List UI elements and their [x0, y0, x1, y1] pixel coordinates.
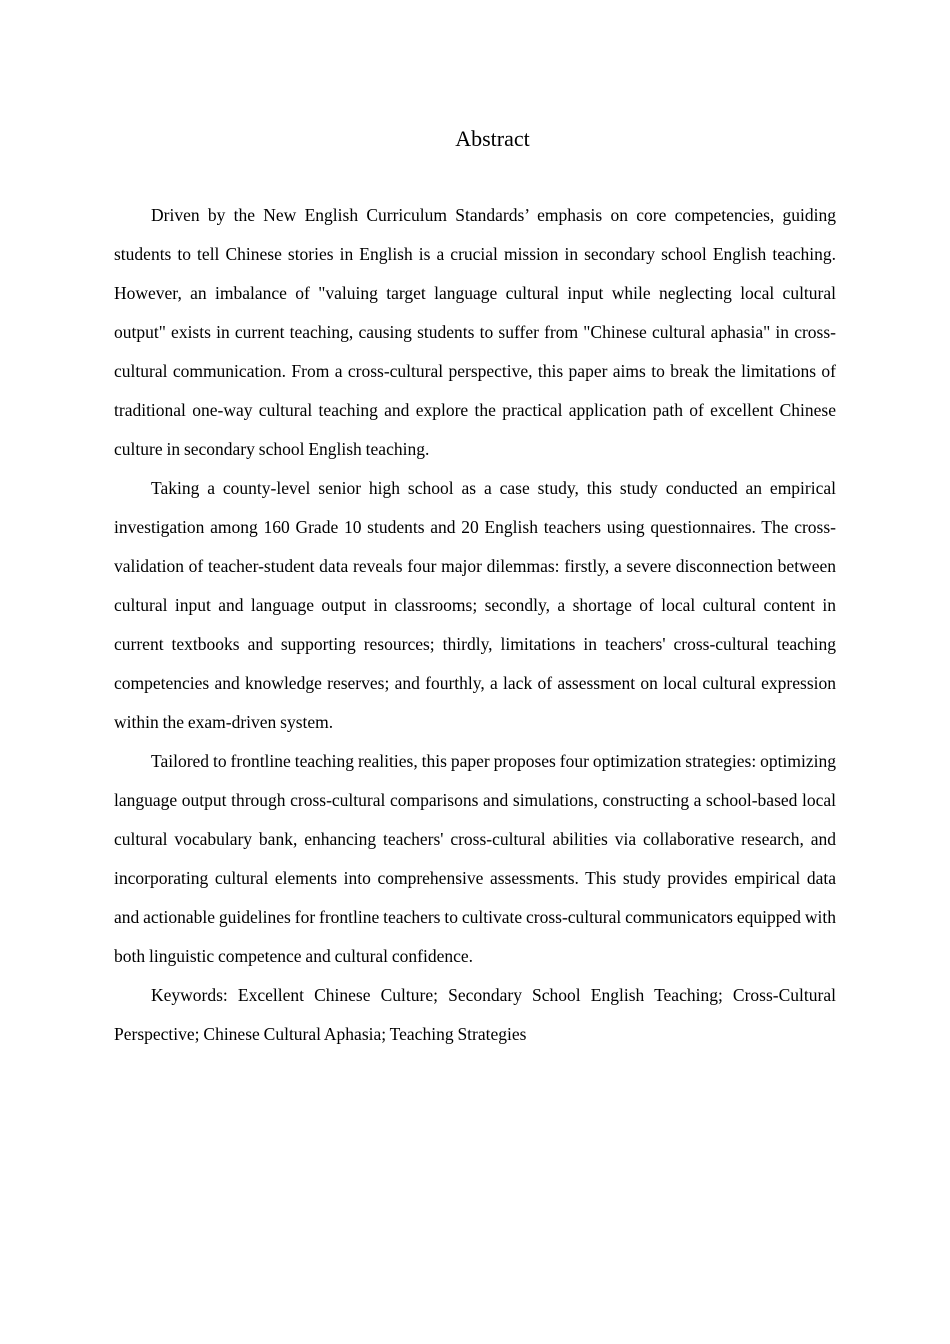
- abstract-keywords: Keywords: Excellent Chinese Culture; Secondary School English Teaching; Cross-Cultural Perspective; Chinese Cultural Aphasia; Teaching Strategies: [114, 985, 836, 1044]
- abstract-title: Abstract: [455, 126, 530, 151]
- abstract-body: [114, 196, 836, 1054]
- abstract-paragraph-method: Taking a county-level senior high school as a case study, this study conducted an empirical investigation among 160 Grade 10 students and 20 English teachers using questionnaires. The cross-validation of teacher-student data reveals four major dilemmas: firstly, a severe disconnection between cultural input and language output in classrooms; secondly, a shortage of local cultural content in current textbooks and supporting resources; thirdly, limitations in teachers' cross-cultural teaching competencies and knowledge reserves; and fourthly, a lack of assessment on local cultural expression within the exam-driven system.: [114, 478, 836, 732]
- abstract-paragraph-background: Driven by the New English Curriculum Standards’ emphasis on core competencies, guiding students to tell Chinese stories in English is a crucial mission in secondary school English teaching. However, an imbalance of "valuing target language cultural input while neglecting local cultural output" exists in current teaching, causing students to suffer from "Chinese cultural aphasia" in cross-cultural communication. From a cross-cultural perspective, this paper aims to break the limitations of traditional one-way cultural teaching and explore the practical application path of excellent Chinese culture in secondary school English teaching.: [114, 205, 836, 459]
- abstract-paragraph-strategies: Tailored to frontline teaching realities, this paper proposes four optimization strategies: optimizing language output through cross-cultural comparisons and simulations, constructing a school-based local cultural vocabulary bank, enhancing teachers' cross-cultural abilities via collaborative research, and incorporating cultural elements into comprehensive assessments. This study provides empirical data and actionable guidelines for frontline teachers to cultivate cross-cultural communicators equipped with both linguistic competence and cultural confidence.: [114, 751, 836, 966]
